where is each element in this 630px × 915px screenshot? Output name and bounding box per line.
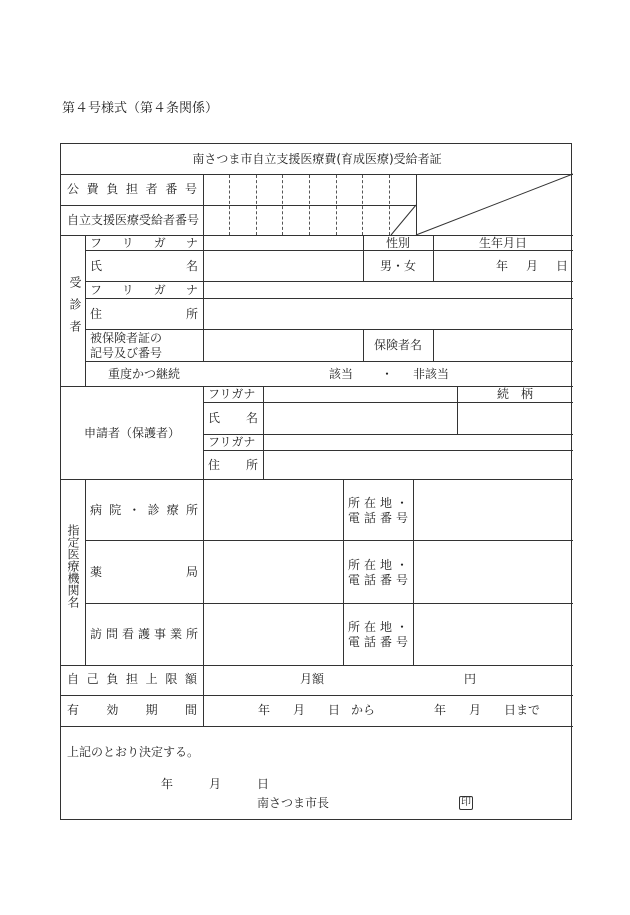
yen-label: 円 [464, 672, 477, 686]
issue-month: 月 [209, 777, 222, 791]
location-label-line2: 電話番号 [348, 511, 408, 525]
row-line [203, 434, 573, 435]
insurance-card-label-line1: 被保険者証の [90, 331, 163, 345]
row-line [61, 479, 573, 480]
to-day-until: 日まで [504, 703, 541, 717]
severe-continuous-label: 重度かつ継続 [107, 367, 180, 381]
location-label-line1: 所在地・ [348, 620, 408, 634]
to-year: 年 [434, 703, 447, 717]
row-line [85, 361, 573, 362]
dob-day: 日 [556, 259, 569, 273]
patient-group-label: 受診者 [68, 276, 82, 342]
applicant-furigana-label: フリガナ [208, 435, 256, 449]
form-number-header: 第４号様式（第４条関係） [62, 101, 219, 116]
furigana-label: フリガナ [90, 283, 198, 297]
copay-limit-label: 自己負担上限額 [67, 672, 197, 686]
applicant-furigana-label: フリガナ [208, 387, 256, 401]
row-line [85, 250, 573, 251]
insurer-name-label: 保険者名 [373, 338, 422, 352]
from-year: 年 [258, 703, 271, 717]
public-payer-number-label: 公費負担者番号 [67, 182, 197, 196]
option-separator: ・ [381, 367, 394, 381]
pharmacy-label: 薬局 [90, 565, 198, 579]
applicant-name-label: 氏名 [208, 411, 258, 425]
row-line [203, 402, 573, 403]
row-line [203, 450, 573, 451]
validity-period-label: 有効期間 [67, 703, 197, 717]
issue-year: 年 [161, 777, 174, 791]
furigana-label: フリガナ [90, 236, 198, 250]
dob-label: 生年月日 [478, 236, 527, 250]
monthly-label: 月額 [300, 672, 325, 686]
col-line [263, 386, 264, 479]
from-label: から [351, 703, 376, 717]
facility-group-label: 指定医療機関名 [66, 524, 80, 608]
col-line [203, 665, 204, 726]
relationship-label: 続 柄 [496, 387, 533, 401]
col-line [85, 479, 86, 665]
row-line [61, 695, 573, 696]
gender-label: 性別 [385, 236, 410, 250]
row-line [85, 298, 573, 299]
location-label-line1: 所在地・ [348, 558, 408, 572]
issue-day: 日 [257, 777, 270, 791]
col-line [203, 479, 204, 665]
certificate-title: 南さつま市自立支援医療費(育成医療)受給者証 [192, 152, 442, 166]
certificate-form [60, 143, 572, 820]
insurance-card-label-line2: 記号及び番号 [90, 346, 163, 360]
applicant-label: 申請者（保護者） [83, 426, 180, 440]
col-line [343, 479, 344, 665]
patient-address-label: 住所 [90, 307, 198, 321]
dob-year: 年 [496, 259, 509, 273]
from-day: 日 [328, 703, 341, 717]
location-label-line2: 電話番号 [348, 573, 408, 587]
row-line [61, 665, 573, 666]
row-line [85, 603, 573, 604]
row-line [85, 329, 573, 330]
row-line [85, 281, 573, 282]
row-line [61, 726, 573, 727]
location-label-line1: 所在地・ [348, 496, 408, 510]
applicant-address-label: 住所 [208, 458, 258, 472]
from-month: 月 [293, 703, 306, 717]
gender-value: 男・女 [379, 259, 416, 273]
applicable-option: 該当 [329, 367, 354, 381]
row-line [85, 540, 573, 541]
to-month: 月 [469, 703, 482, 717]
col-line [413, 479, 414, 665]
not-applicable-option: 非該当 [413, 367, 450, 381]
hospital-label: 病院・診療所 [90, 503, 198, 517]
col-line [433, 329, 434, 361]
nursing-station-label: 訪問看護事業所 [90, 627, 198, 641]
patient-name-label: 氏名 [90, 259, 198, 273]
col-line [85, 235, 86, 386]
mayor-title: 南さつま市長 [257, 796, 330, 810]
location-label-line2: 電話番号 [348, 635, 408, 649]
recipient-number-label: 自立支援医療受給者番号 [67, 213, 200, 227]
col-line [203, 386, 204, 479]
seal-mark: 印 [461, 797, 471, 808]
decision-statement: 上記のとおり決定する。 [67, 745, 200, 759]
col-line [203, 235, 204, 361]
dob-month: 月 [526, 259, 539, 273]
